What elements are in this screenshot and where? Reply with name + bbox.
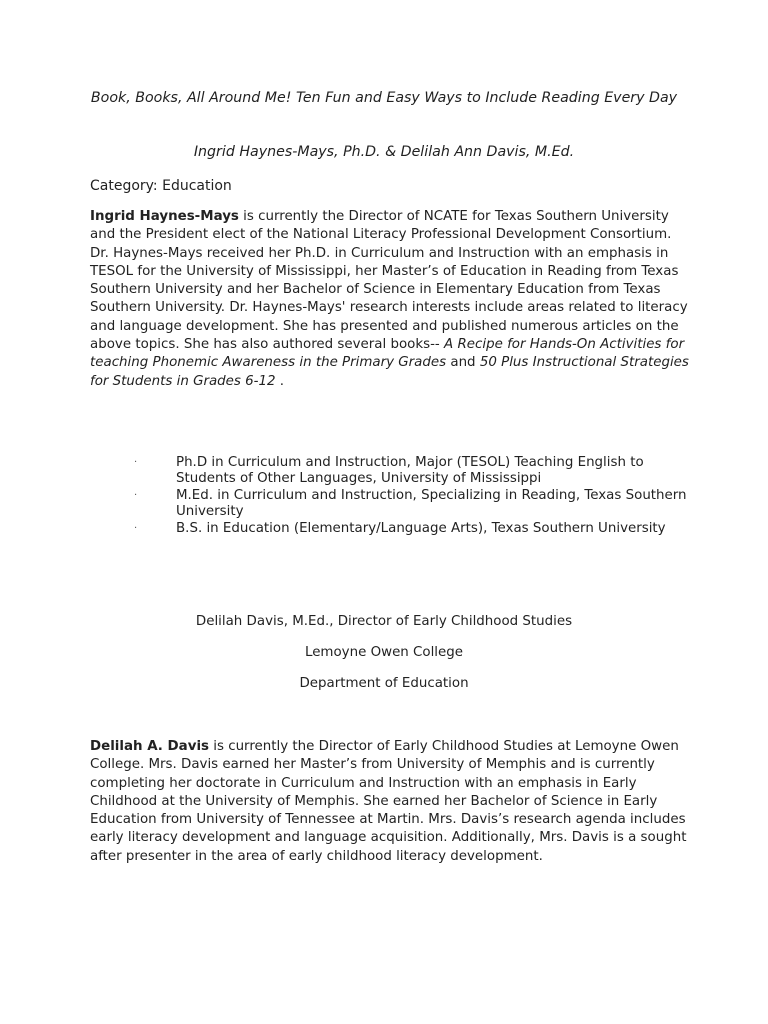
bullet-icon: · — [134, 522, 138, 534]
credential-item — [130, 488, 690, 521]
credential-text: B.S. in Education (Elementary/Language Arts), Texas Southern University — [176, 520, 666, 536]
credentials-list — [130, 455, 690, 537]
credential-item — [130, 455, 690, 488]
document-title: Book, Books, All Around Me! Ten Fun and Easy Ways to Include Reading Every Day — [90, 90, 678, 106]
bullet-icon: · — [134, 457, 138, 468]
credential-item — [130, 521, 690, 537]
bio-davis — [90, 738, 690, 866]
affiliation-title: Delilah Davis, M.Ed., Director of Early Childhood Studies — [195, 614, 573, 629]
affiliation-college: Lemoyne Owen College — [304, 645, 464, 660]
bio-haynes-mays-name: Ingrid Haynes-Mays — [90, 209, 239, 224]
bio-haynes-mays-text: is currently the Director of NCATE for Texas Southern University and the President elect of the National Literacy Professional Development Consortium. Dr. Haynes-Mays received her Ph.D. in Curriculum and Instruction with an emphasis in TESOL for the University of Mississippi, her Master’s of Education in Reading from Texas Southern University and her Bachelor of Science in Elementary Education from Texas Southern University. Dr. Haynes-Mays' research interests include areas related to literacy and language development. She has presented and published numerous articles on the above topics. She has also authored several books-- — [90, 209, 688, 353]
bio-haynes-mays-and: and — [446, 355, 480, 371]
bio-davis-name: Delilah A. Davis — [90, 739, 209, 754]
book-title-recipe: A Recipe for Hands-On Activities for teaching Phonemic Awareness in the Primary Grades — [90, 337, 685, 371]
affiliation-department: Department of Education — [299, 676, 469, 691]
document-category: Category: Education — [90, 178, 232, 194]
bio-davis-text: is currently the Director of Early Childhood Studies at Lemoyne Owen College. Mrs. Davis earned her Master’s from University of Memphis and is currently completing her doctorate in Curriculum and Instruction with an emphasis in Early Childhood at the University of Memphis. She earned her Bachelor of Science in Early Education from University of Tennessee at Martin. Mrs. Davis’s research agenda includes early literacy development and language acquisition. Additionally, Mrs. Davis is a sought after presenter in the area of early childhood literacy development. — [90, 739, 687, 864]
credential-text: M.Ed. in Curriculum and Instruction, Specializing in Reading, Texas Southern University — [176, 487, 687, 520]
credential-text: Ph.D in Curriculum and Instruction, Major (TESOL) Teaching English to Students of Other Languages, University of Mississippi — [176, 455, 644, 487]
bio-haynes-mays — [90, 208, 690, 391]
bullet-icon: · — [134, 489, 138, 501]
bio-haynes-mays-end: . — [275, 373, 285, 389]
document-authors: Ingrid Haynes-Mays, Ph.D. & Delilah Ann Davis, M.Ed. — [193, 144, 575, 160]
book-title-strategies: 50 Plus Instructional Strategies for Students in Grades 6-12 — [90, 355, 689, 389]
